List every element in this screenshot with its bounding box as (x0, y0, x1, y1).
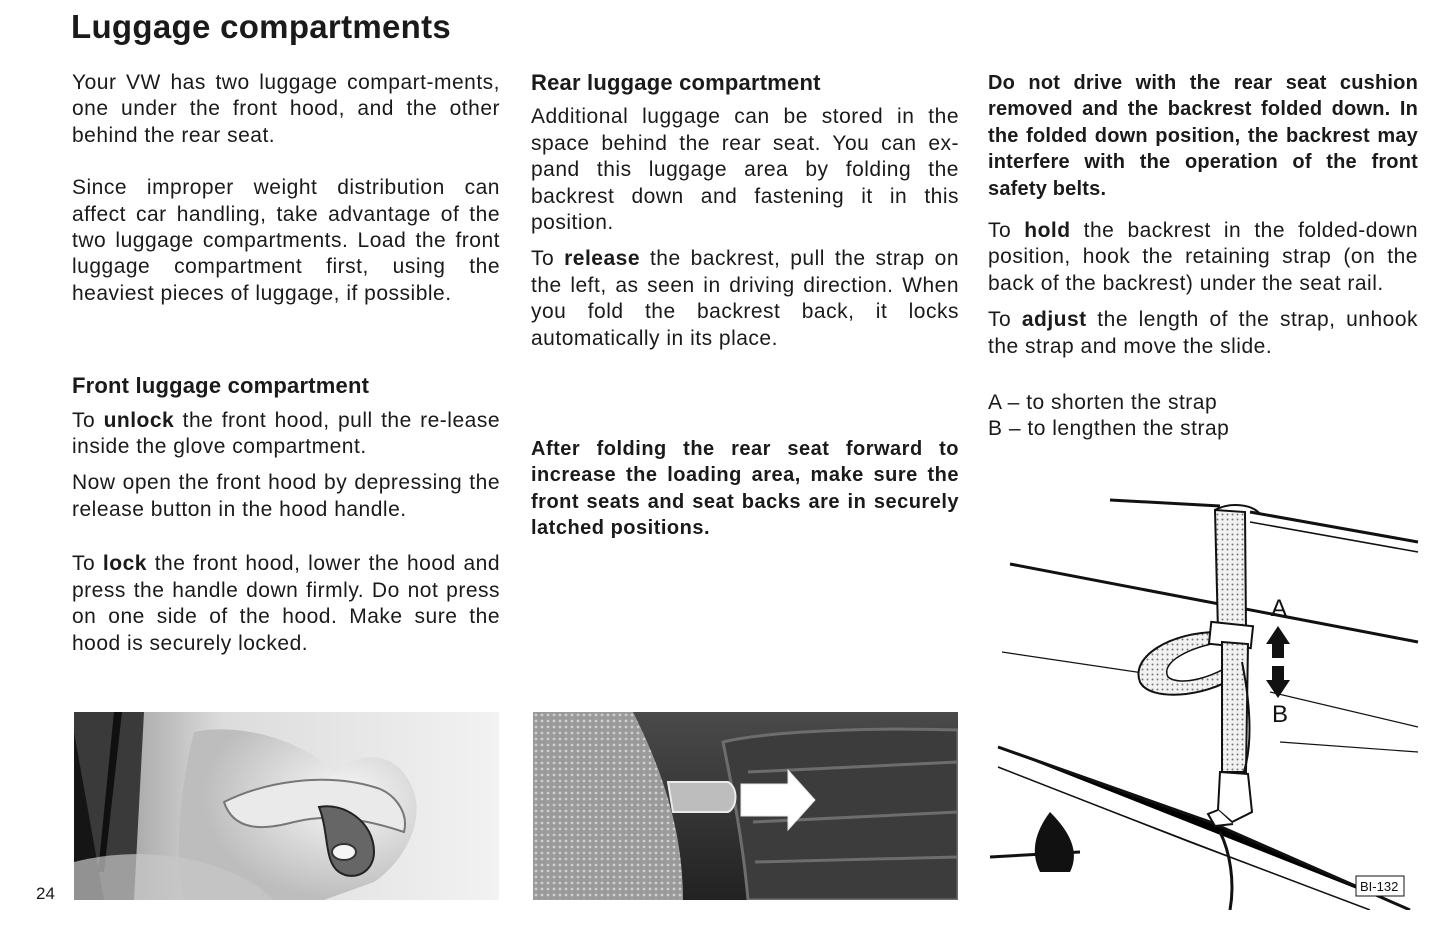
rear-paragraph-1: Additional luggage can be stored in the space behind the rear seat. You can ex-pand this luggage area by folding the backrest down and fastening it in this position. (531, 105, 959, 235)
release-paragraph: To release the backrest, pull the strap on the left, as seen in driving direction. When you fold the backrest back, it locks automatically in its place. (531, 247, 960, 350)
open-hood-paragraph: Now open the front hood by depressing the release button in the hood handle. (72, 471, 500, 521)
column-1 (72, 70, 500, 657)
adjust-paragraph: To adjust the length of the strap, unhook the strap and move the slide. (988, 308, 1419, 358)
front-compartment-heading: Front luggage compartment (72, 373, 370, 399)
legend-b: B – to lengthen the strap (988, 417, 1230, 441)
column-2 (531, 70, 959, 542)
intro-paragraph-1: Your VW has two luggage compart-ments, one under the front hood, and the other behind the rear seat. (72, 71, 500, 147)
column-3 (988, 70, 1418, 443)
rear-seat-warning: Do not drive with the rear seat cushion removed and the backrest folded down. In the folded down position, the backrest may interfere with the operation of the front safety belts. (988, 72, 1418, 200)
strap-diagram (990, 492, 1420, 910)
intro-paragraph-2: Since improper weight distribution can affect car handling, take advantage of the two luggage compartments. Load the front luggage compartment first, using the heaviest pieces of luggage, if possible. (72, 176, 500, 305)
figure-code: BI-132 (1360, 879, 1399, 894)
unlock-paragraph: To unlock the front hood, pull the re-lease inside the glove compartment. (72, 408, 501, 459)
backrest-release-photo (533, 712, 958, 900)
label-b: B (1272, 701, 1289, 728)
hood-release-photo (74, 712, 499, 900)
rear-compartment-heading: Rear luggage compartment (531, 70, 821, 95)
page-number: 24 (36, 884, 55, 903)
rear-warning: After folding the rear seat forward to increase the loading area, make sure the front seats and seat backs are in securely latched positions. (531, 438, 959, 540)
hold-paragraph: To hold the backrest in the folded-down position, hook the retaining strap (on the back of the backrest) under the seat rail. (988, 219, 1418, 295)
legend-a: A – to shorten the strap (988, 391, 1218, 415)
page-title: Luggage compartments (71, 8, 452, 45)
lock-paragraph: To lock the front hood, lower the hood and press the handle down firmly. Do not press on one side of the hood. Make sure the hood is securely locked. (72, 552, 500, 655)
label-a: A (1271, 595, 1288, 622)
